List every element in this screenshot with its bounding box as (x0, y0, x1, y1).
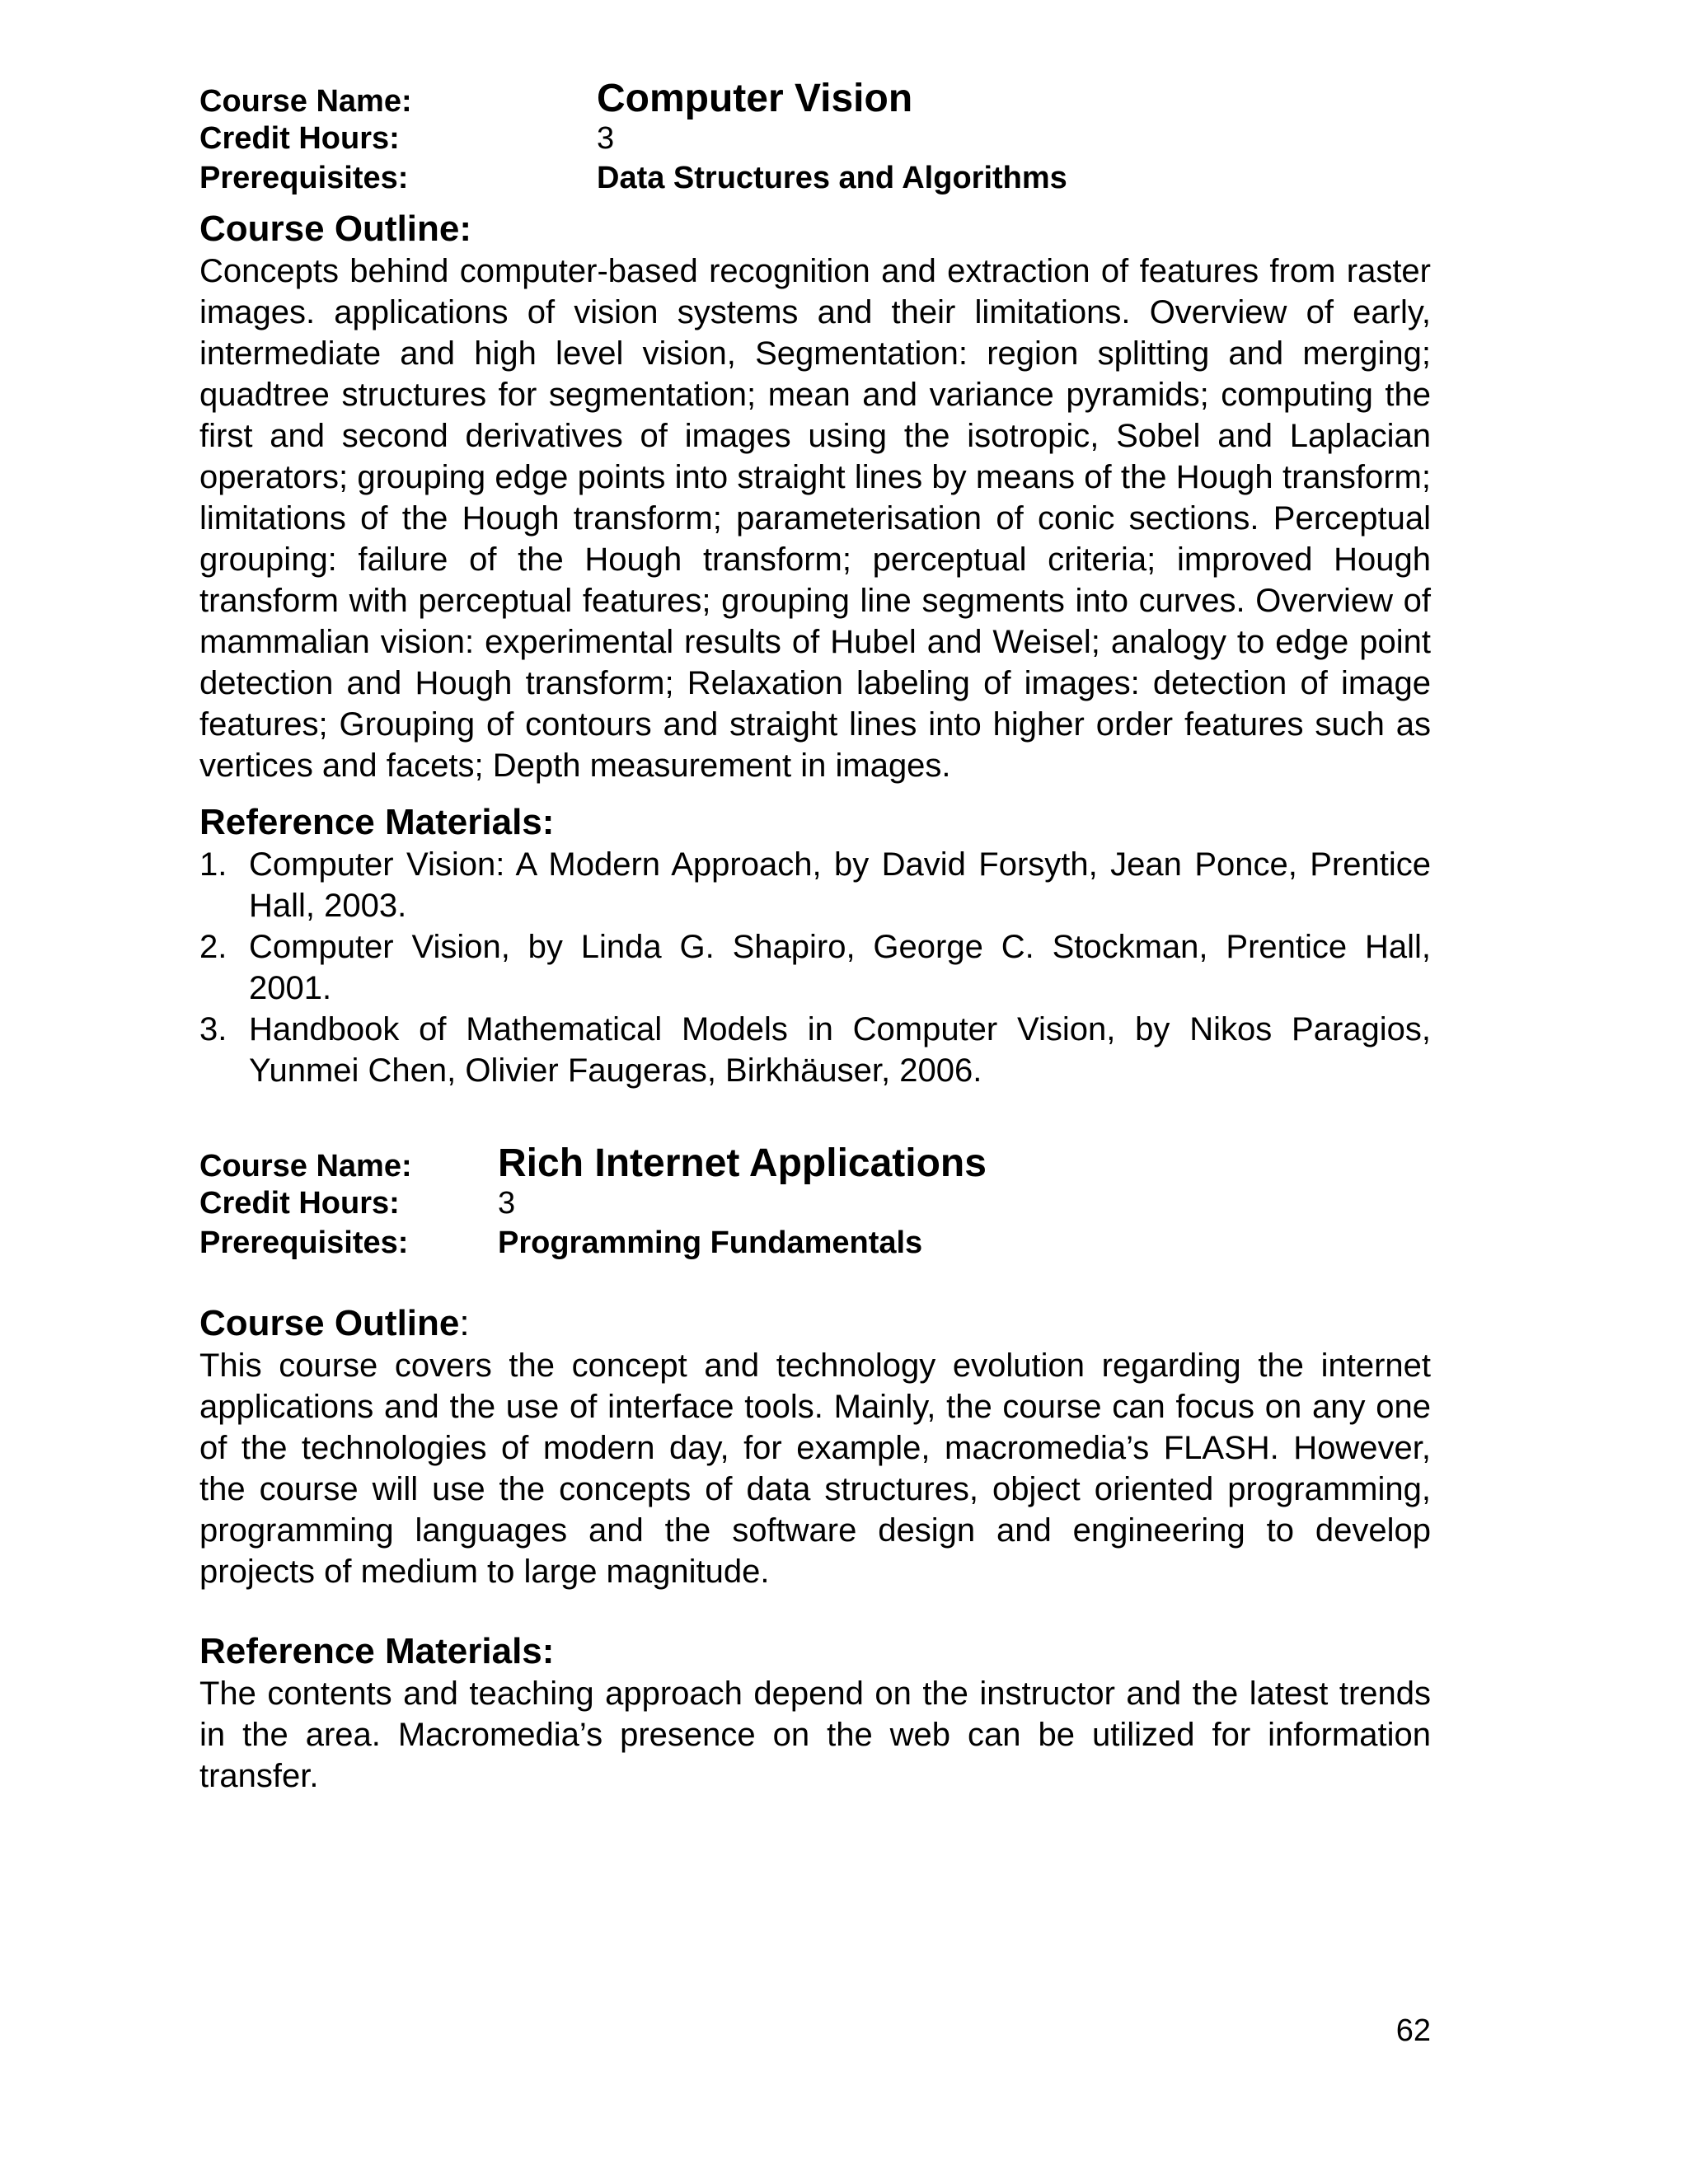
reference-number: 1. (199, 846, 227, 883)
course-meta (199, 79, 1431, 198)
course-outline-heading (199, 1302, 1431, 1345)
course-section-computer-vision (199, 79, 1431, 1091)
reference-item (199, 844, 1431, 926)
course-outline-heading-text: Course Outline: (199, 209, 472, 249)
prerequisites-label: Prerequisites: (199, 161, 409, 195)
course-name-value: Computer Vision (597, 77, 913, 120)
course-section-rich-internet-applications (199, 1141, 1431, 1797)
credit-hours-label: Credit Hours: (199, 1186, 400, 1221)
course-outline-text: Concepts behind computer-based recognition and extraction of features from raster images. applications of vision systems and their limitations. Overview of early, intermediate and high level vision, Segmentation: region splitting and merging; quadtree structures for segmentation; mean and variance pyramids; computing the first and second derivatives of images using the isotropic, Sobel and Laplacian operators; grouping edge points into straight lines by means of the Hough transform; limitations of the Hough transform; parameterisation of conic sections. Perceptual grouping: failure of the Hough transform; perceptual criteria; improved Hough transform with perceptual features; grouping line segments into curves. Overview of mammalian vision: experimental results of Hubel and Weisel; analogy to edge point detection and Hough transform; Relaxation labeling of images: detection of image features; Grouping of contours and straight lines into higher order features such as vertices and facets; Depth measurement in images. (199, 253, 1431, 784)
reference-number: 2. (199, 929, 227, 965)
course-name-row (199, 1141, 1431, 1185)
prerequisites-row (199, 158, 1431, 198)
prerequisites-value: Data Structures and Algorithms (597, 161, 1067, 195)
reference-materials-heading: Reference Materials: (199, 1631, 555, 1671)
reference-text: Computer Vision, by Linda G. Shapiro, George C. Stockman, Prentice Hall, 2001. (249, 929, 1431, 1006)
course-name-row (199, 79, 1431, 119)
reference-materials-text: The contents and teaching approach depend on the instructor and the latest trends in the area. Macromedia’s presence on the web can be utilized for information transfer. (199, 1675, 1431, 1794)
course-outline-heading (199, 208, 1431, 251)
prerequisites-row (199, 1223, 1431, 1263)
course-name-label: Course Name: (199, 1149, 412, 1183)
reference-item (199, 926, 1431, 1009)
course-name-label: Course Name: (199, 84, 412, 119)
credit-hours-row (199, 1183, 1431, 1223)
prerequisites-value: Programming Fundamentals (498, 1226, 923, 1260)
credit-hours-value: 3 (597, 121, 615, 156)
reference-text: Computer Vision: A Modern Approach, by David Forsyth, Jean Ponce, Prentice Hall, 2003. (249, 846, 1431, 924)
course-outline-heading-colon: : (459, 1303, 470, 1343)
credit-hours-label: Credit Hours: (199, 121, 400, 156)
prerequisites-label: Prerequisites: (199, 1226, 409, 1260)
reference-item (199, 1009, 1431, 1091)
credit-hours-value: 3 (498, 1186, 516, 1221)
credit-hours-row (199, 119, 1431, 158)
document-page (199, 79, 1431, 1797)
course-name-value: Rich Internet Applications (498, 1141, 987, 1185)
reference-number: 3. (199, 1011, 227, 1047)
reference-text: Handbook of Mathematical Models in Computer Vision, by Nikos Paragios, Yunmei Chen, Olivier Faugeras, Birkhäuser, 2006. (249, 1011, 1431, 1089)
page-number: 62 (1395, 2013, 1431, 2048)
reference-materials-heading: Reference Materials: (199, 802, 555, 842)
course-outline-text: This course covers the concept and technology evolution regarding the internet applications and the use of interface tools. Mainly, the course can focus on any one of the technologies of modern day, for example, macromedia’s FLASH. However, the course will use the concepts of data structures, object oriented programming, programming languages and the software design and engineering to develop projects of medium to large magnitude. (199, 1347, 1431, 1590)
reference-list (199, 844, 1431, 1091)
course-outline-heading-text: Course Outline (199, 1303, 460, 1343)
course-meta (199, 1141, 1431, 1263)
